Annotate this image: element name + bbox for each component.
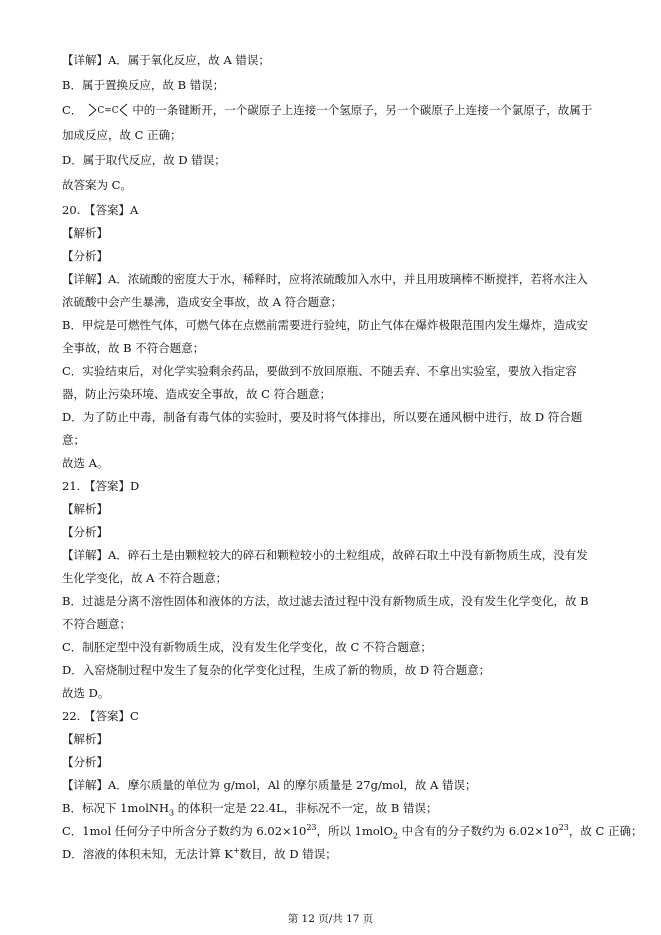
text-line — [62, 846, 602, 862]
text-segment: C． — [62, 103, 83, 117]
text-line — [62, 823, 643, 841]
text-line: B．属于置换反应，故 B 错误； — [62, 78, 225, 92]
answer-heading: 20. 【答案】A — [62, 203, 139, 217]
text-line: 【详解】A．属于氧化反应，故 A 错误； — [62, 53, 270, 67]
subscript: 3 — [169, 808, 175, 818]
text-line: 全事故，故 B 不符合题意； — [62, 341, 205, 355]
text-line: B．甲烷是可燃性气体，可燃气体在点燃前需要进行验纯，防止气体在爆炸极限范围内发生爆炸，造成安 — [62, 318, 588, 332]
text-segment: ，所以 1molO — [316, 824, 393, 838]
text-line: 生化学变化，故 A 不符合题意； — [62, 571, 228, 585]
alkene-structure-figure — [88, 103, 128, 117]
answer-heading: 21. 【答案】D — [62, 479, 140, 493]
answer-heading: 22. 【答案】C — [62, 709, 139, 723]
text-segment: 数目，故 D 错误； — [239, 847, 337, 861]
structure-label: C=C — [97, 106, 119, 116]
text-line: 【详解】A．碎石土是由颗粒较大的碎石和颗粒较小的土粒组成，故碎石取土中没有新物质生成，没有发 — [62, 548, 588, 562]
text-segment: B．标况下 1molNH — [62, 801, 170, 815]
text-segment: 中的一条键断开，一个碳原子上连接一个氢原子，另一个碳原子上连接一个氯原子，故属于 — [132, 103, 593, 117]
text-line: 【详解】A．浓硫酸的密度大于水，稀释时，应将浓硫酸加入水中，并且用玻璃棒不断搅拌，若将水注入 — [62, 272, 588, 286]
text-line: 浓硫酸中会产生暴沸，造成安全事故，故 A 符合题意； — [62, 295, 343, 309]
text-line — [62, 102, 602, 118]
section-label: 【解析】 — [62, 226, 108, 240]
subscript: 2 — [392, 831, 398, 841]
text-segment: D．溶液的体积未知，无法计算 K — [62, 847, 233, 861]
text-segment: 的体积一定是 22.4L，非标况不一定，故 B 错误； — [174, 801, 438, 815]
text-line: B．过滤是分离不溶性固体和液体的方法，故过滤去渣过程中没有新物质生成，没有发生化学变化，故 B — [62, 594, 589, 608]
section-label: 【解析】 — [62, 502, 108, 516]
text-line: 故选 D。 — [62, 686, 110, 700]
text-line: D．为了防止中毒，制备有毒气体的实验时，要及时将气体排出，所以要在通风橱中进行，故 D 符合题 — [62, 410, 583, 424]
text-segment: ，故 C 正确； — [568, 824, 643, 838]
section-label: 【分析】 — [62, 249, 108, 263]
section-label: 【解析】 — [62, 732, 108, 746]
text-line: C．实验结束后，对化学实验剩余药品，要做到不放回原瓶、不随丢弃、不拿出实验室，要放入指定容 — [62, 364, 577, 378]
page-footer: 第 12 页/共 17 页 — [287, 913, 374, 925]
text-line: 【详解】A．摩尔质量的单位为 g/mol，Al 的摩尔质量是 27g/mol，故 A 错误； — [62, 778, 477, 792]
superscript: + — [232, 846, 240, 856]
text-line: D．入窑烧制过程中发生了复杂的化学变化过程，生成了新的物质，故 D 符合题意； — [62, 663, 491, 677]
text-segment: 中含有的分子数约为 6.02×10 — [398, 824, 559, 838]
text-line: 器，防止污染环境、造成安全事故，故 C 符合题意； — [62, 387, 332, 401]
text-segment: C．1mol 任何分子中所含分子数约为 6.02×10 — [62, 824, 307, 838]
text-line: 不符合题意； — [62, 617, 131, 631]
text-line: D．属于取代反应，故 D 错误； — [62, 153, 226, 167]
superscript: 23 — [558, 823, 569, 833]
text-line: 加成反应，故 C 正确； — [62, 128, 182, 142]
section-label: 【分析】 — [62, 755, 108, 769]
text-line: 意； — [62, 433, 85, 447]
text-line: C．制胚定型中没有新物质生成，没有发生化学变化，故 C 不符合题意； — [62, 640, 432, 654]
superscript: 23 — [306, 823, 317, 833]
text-line — [62, 800, 602, 816]
section-label: 【分析】 — [62, 525, 108, 539]
text-line: 故答案为 C。 — [62, 178, 132, 192]
text-line: 故选 A。 — [62, 456, 109, 470]
